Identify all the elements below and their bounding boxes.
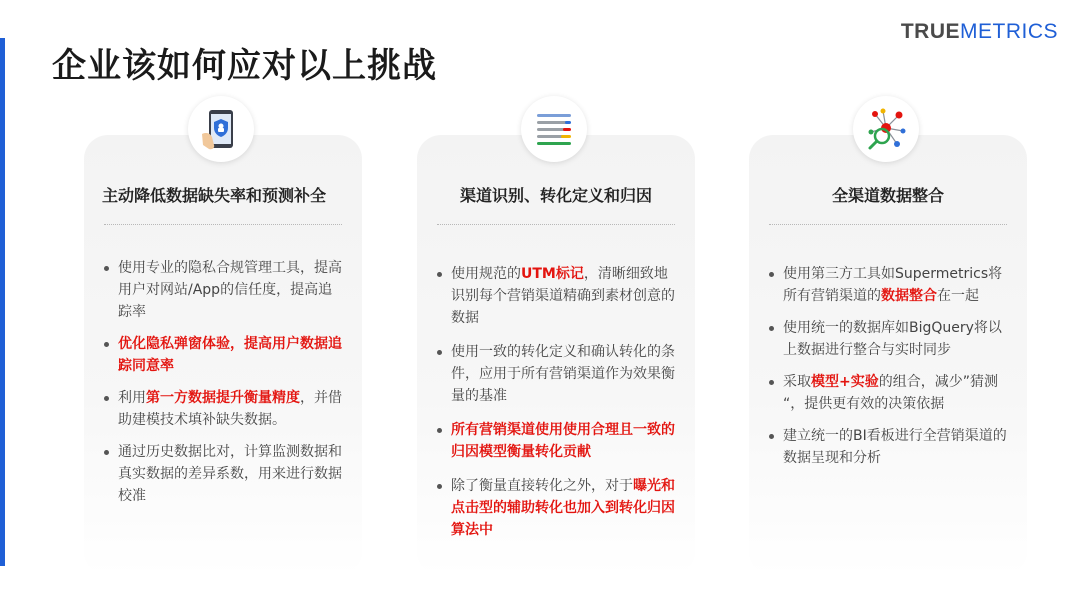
bullet-item: 利用第一方数据提升衡量精度，并借助建模技术填补缺失数据。 (102, 387, 346, 431)
bullet-item: 使用专业的隐私合规管理工具，提高用户对网站/App的信任度，提高追踪率 (102, 257, 346, 323)
bullet-item: 通过历史数据比对，计算监测数据和真实数据的差异系数，用来进行数据校准 (102, 441, 346, 507)
card-divider (769, 224, 1007, 225)
left-accent-bar (0, 38, 5, 566)
bullet-list (767, 263, 1011, 479)
bullet-list (102, 257, 346, 517)
bullet-item: 使用统一的数据库如BigQuery将以上数据进行整合与实时同步 (767, 317, 1011, 361)
phone-shield-icon (188, 96, 254, 162)
bullet-list (435, 263, 679, 553)
logo-part-true: TRUE (900, 20, 960, 43)
network-search-icon (853, 96, 919, 162)
page-title: 企业该如何应对以上挑战 (52, 46, 437, 86)
card-title: 主动降低数据缺失率和预测补全 (102, 186, 327, 205)
bullet-item: 除了衡量直接转化之外，对于曝光和点击型的辅助转化也加入到转化归因算法中 (435, 475, 679, 541)
bullet-item: 采取模型+实验的组合，减少”猜测 “，提供更有效的决策依据 (767, 371, 1011, 415)
card-title: 全渠道数据整合 (831, 186, 944, 205)
colored-lines-icon (521, 96, 587, 162)
bullet-item: 优化隐私弹窗体验，提高用户数据追踪同意率 (102, 333, 346, 377)
bullet-item: 使用一致的转化定义和确认转化的条件，应用于所有营销渠道作为效果衡量的基准 (435, 341, 679, 407)
bullet-item: 建立统一的BI看板进行全营销渠道的数据呈现和分析 (767, 425, 1011, 469)
card-divider (437, 224, 675, 225)
bullet-item: 使用规范的UTM标记，清晰细致地识别每个营销渠道精确到素材创意的数据 (435, 263, 679, 329)
bullet-item: 使用第三方工具如Supermetrics将所有营销渠道的数据整合在一起 (767, 263, 1011, 307)
bullet-item: 所有营销渠道使用使用合理且一致的归因模型衡量转化贡献 (435, 419, 679, 463)
card-divider (104, 224, 342, 225)
truemetrics-logo (901, 20, 1058, 44)
logo-part-metrics: METRICS (960, 20, 1058, 43)
card-attribution (417, 135, 695, 576)
card-data-loss (84, 135, 362, 576)
card-integration (749, 135, 1027, 576)
card-title: 渠道识别、转化定义和归因 (459, 186, 652, 205)
